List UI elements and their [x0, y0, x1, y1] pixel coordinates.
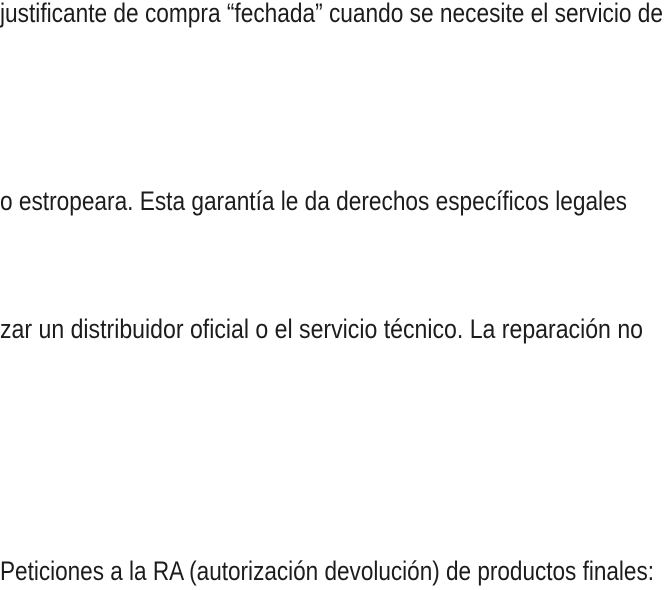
text-line-4: Peticiones a la RA (autorización devolución) de productos finales:	[0, 556, 654, 586]
text-line-3: zar un distribuidor oficial o el servicio técnico. La reparación no	[0, 314, 643, 344]
text-line-1: justificante de compra “fechada” cuando se necesite el servicio de	[0, 0, 663, 28]
text-line-2: o estropeara. Esta garantía le da derechos específicos legales	[0, 186, 627, 216]
